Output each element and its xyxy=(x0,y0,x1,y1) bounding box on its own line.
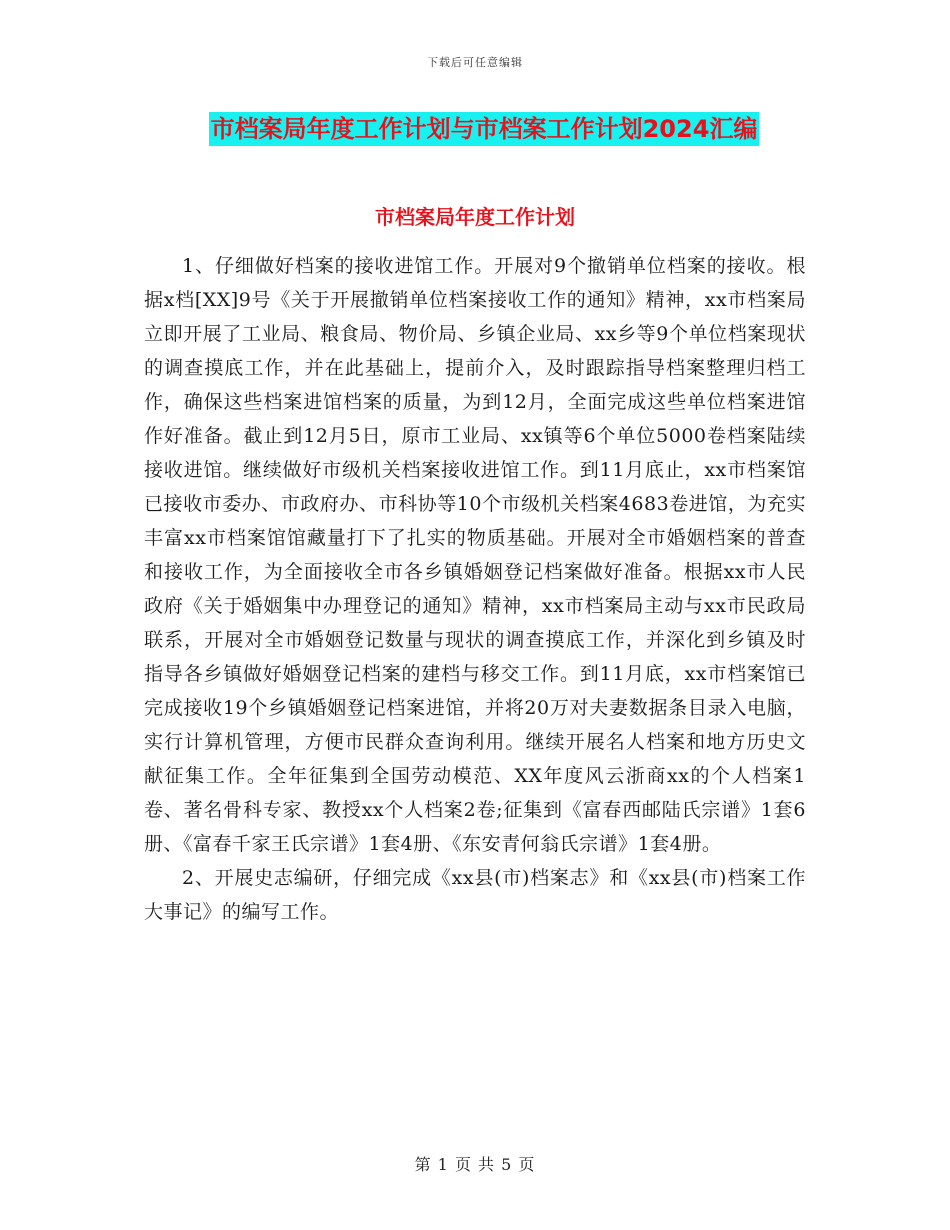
page-number-footer: 第 1 页 共 5 页 xyxy=(414,1155,536,1174)
page-header-note: 下载后可任意编辑 xyxy=(427,56,523,69)
paragraph-2: 2、开展史志编研，仔细完成《xx县(市)档案志》和《xx县(市)档案工作大事记》的编写工作。 xyxy=(144,867,806,923)
paragraph-1: 1、仔细做好档案的接收进馆工作。开展对9个撤销单位档案的接收。根据x档[XX]9号《关于开展撤销单位档案接收工作的通知》精神，xx市档案局立即开展了工业局、粮食局、物价局、乡镇企业局、xx乡等9个单位档案现状的调查摸底工作，并在此基础上，提前介入，及时跟踪指导档案整理归档工作，确保这些档案进馆档案的质量，为到12月，全面完成这些单位档案进馆作好准备。截止到12月5日，原市工业局、xx镇等6个单位5000卷档案陆续接收进馆。继续做好市级机关档案接收进馆工作。到11月底止，xx市档案馆已接收市委办、市政府办、市科协等10个市级机关档案4683卷进馆，为充实丰富xx市档案馆馆藏量打下了扎实的物质基础。开展对全市婚姻档案的普查和接收工作，为全面接收全市各乡镇婚姻登记档案做好准备。根据xx市人民政府《关于婚姻集中办理登记的通知》精神，xx市档案局主动与xx市民政局联系，开展对全市婚姻登记数量与现状的调查摸底工作，并深化到乡镇及时指导各乡镇做好婚姻登记档案的建档与移交工作。到11月底，xx市档案馆已完成接收19个乡镇婚姻登记档案进馆，并将20万对夫妻数据条目录入电脑，实行计算机管理，方便市民群众查询利用。继续开展名人档案和地方历史文献征集工作。全年征集到全国劳动模范、XX年度风云浙商xx的个人档案1卷、著名骨科专家、教授xx个人档案2卷;征集到《富春西邮陆氏宗谱》1套6册、《富春千家王氏宗谱》1套4册、《东安青何翁氏宗谱》1套4册。 xyxy=(144,255,806,855)
section-heading: 市档案局年度工作计划 xyxy=(375,205,575,229)
document-title-container xyxy=(0,112,950,146)
document-body xyxy=(144,249,806,929)
document-title: 市档案局年度工作计划与市档案工作计划2024汇编 xyxy=(209,112,760,146)
